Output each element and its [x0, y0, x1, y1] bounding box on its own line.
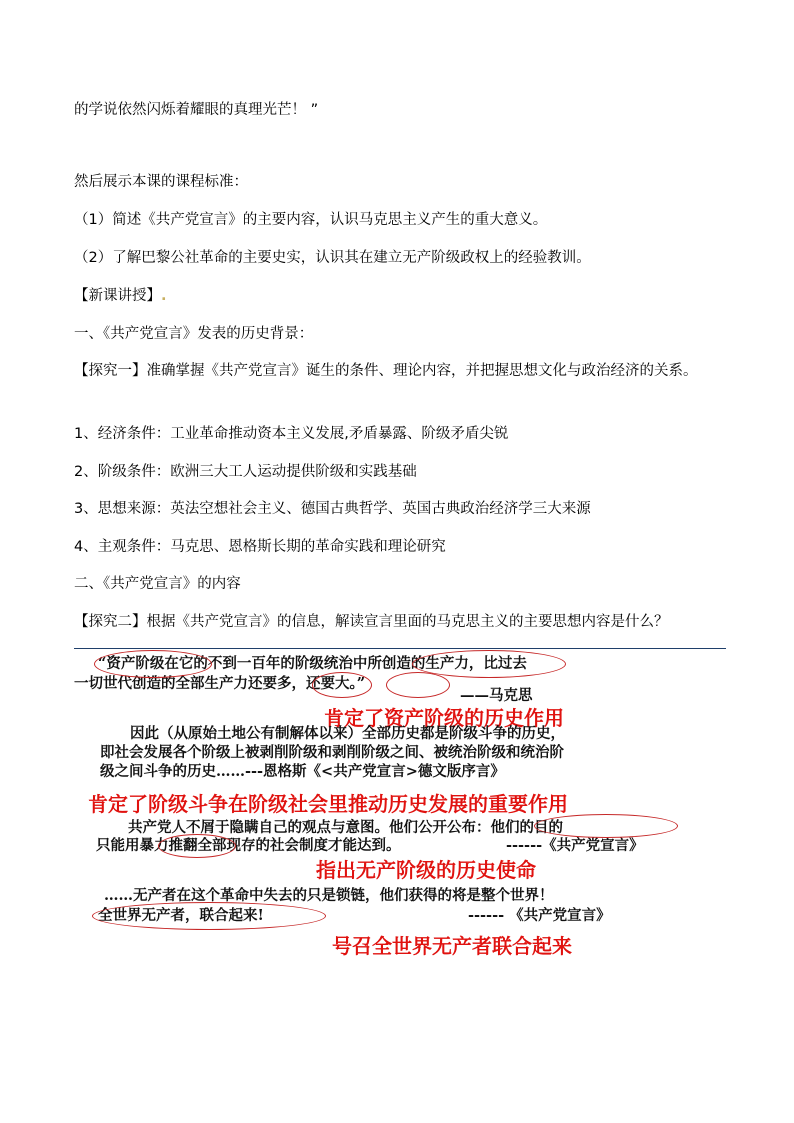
- highlight-ellipse: [92, 902, 326, 930]
- text-line-truth: 的学说依然闪烁着耀眼的真理光芒！ ”: [74, 102, 319, 118]
- quote-3-attribution: ------《共产党宣言》: [506, 837, 644, 854]
- conclusion-2: 肯定了阶级斗争在阶级社会里推动历史发展的重要作用: [88, 792, 568, 816]
- highlight-ellipse: [312, 672, 372, 698]
- highlight-ellipse: [94, 650, 212, 678]
- quote-1-attribution: ——马克思: [460, 687, 533, 704]
- list-item-economic: 1、经济条件：工业革命推动资本主义发展,矛盾暴露、阶级矛盾尖锐: [74, 426, 509, 442]
- accent-dot: .: [161, 288, 167, 304]
- quote-4-line-2: 全世界无产者，联合起来!: [98, 907, 264, 924]
- section-heading-background: 一、《共产党宣言》发表的历史背景：: [74, 326, 314, 342]
- text-line-standard-1: （1）简述《共产党宣言》的主要内容，认识马克思主义产生的重大意义。: [74, 212, 548, 228]
- inquiry-two-line: 【探究二】根据《共产党宣言》的信息，解读宣言里面的马克思主义的主要思想内容是什么？: [74, 614, 669, 630]
- list-item-thought: 3、思想来源：英法空想社会主义、德国古典哲学、英国古典政治经济学三大来源: [74, 501, 591, 517]
- quote-4-attribution: ------ 《共产党宣言》: [468, 907, 611, 924]
- list-item-class: 2、阶级条件：欧洲三大工人运动提供阶级和实践基础: [74, 464, 417, 480]
- new-lesson-label: 【新课讲授】: [74, 288, 161, 304]
- quote-2-line-3: 级之间斗争的历史……---恩格斯《<共产党宣言>德文版序言》: [100, 763, 505, 780]
- inquiry-one-label: 【探究一】: [74, 363, 147, 379]
- quote-1-line-2: 一切世代创造的全部生产力还要多，还要大。”: [74, 675, 366, 692]
- quote-2-line-2: 即社会发展各个阶级上被剥削阶级和剥削阶级之间、被统治阶级和统治阶: [100, 744, 564, 761]
- conclusion-3: 指出无产阶级的历史使命: [316, 858, 536, 882]
- list-item-subjective: 4、主观条件：马克思、恩格斯长期的革命实践和理论研究: [74, 539, 446, 555]
- quote-3-line-1: 共产党人不屑于隐瞒自己的观点与意图。他们公开公布：他们的目的: [128, 819, 563, 836]
- quote-1-line-1: “资产阶级在它的不到一百年的阶级统治中所创造的生产力，比过去: [98, 655, 527, 672]
- quote-3-line-2: 只能用暴力推翻全部现存的社会制度才能达到。: [96, 837, 401, 854]
- quote-4-line-1: ……无产者在这个革命中失去的只是锁链，他们获得的将是整个世界！: [104, 887, 554, 904]
- inquiry-one-text: 准确掌握《共产党宣言》诞生的条件、理论内容，并把握思想文化与政治经济的关系。: [146, 363, 698, 379]
- figure-top-rule: [74, 648, 726, 649]
- manifesto-slide-figure: [74, 648, 726, 958]
- section-heading-content: 二、《共产党宣言》的内容: [74, 576, 241, 592]
- highlight-ellipse: [386, 672, 450, 698]
- text-line-standard-2: （2）了解巴黎公社革命的主要史实，认识其在建立无产阶级政权上的经验教训。: [74, 250, 591, 266]
- section-heading-new-lesson: [74, 286, 167, 306]
- conclusion-4: 号召全世界无产者联合起来: [332, 934, 572, 958]
- quote-2-line-1: 因此（从原始土地公有制解体以来）全部历史都是阶级斗争的历史，: [130, 725, 565, 742]
- conclusion-1: 肯定了资产阶级的历史作用: [324, 706, 564, 730]
- highlight-ellipse: [534, 814, 678, 838]
- text-line-standards-intro: 然后展示本课的课程标准：: [74, 174, 248, 190]
- inquiry-one-paragraph: [74, 358, 724, 385]
- highlight-ellipse: [158, 834, 236, 858]
